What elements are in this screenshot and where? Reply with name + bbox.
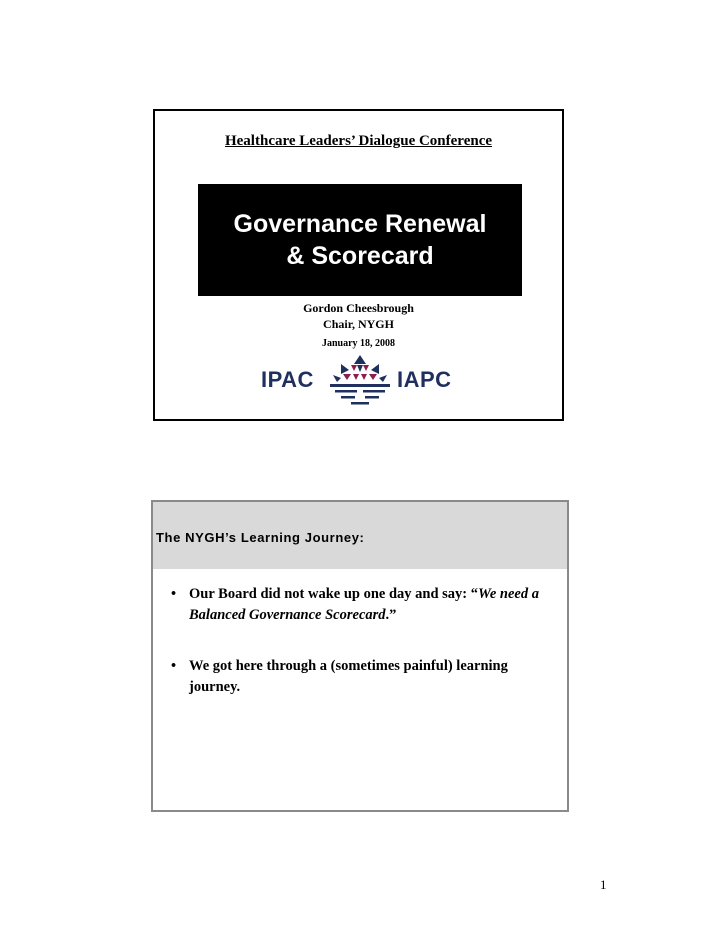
presenter-name: Gordon Cheesbrough — [303, 301, 414, 315]
bullet-icon: • — [171, 586, 177, 602]
conference-name: Healthcare Leaders’ Dialogue Conference — [224, 133, 493, 149]
learning-journey-slide — [151, 500, 569, 812]
bullet-text-suffix: .” — [385, 607, 397, 623]
logo-text-right: IAPC — [397, 367, 452, 392]
title-box — [198, 184, 522, 296]
bullet-text-italic: We need a Balanced Governance Scorecard — [189, 586, 539, 623]
bullet-text — [189, 584, 561, 626]
title-line-2: & Scorecard — [286, 242, 434, 270]
presenter-role: Chair, NYGH — [323, 317, 394, 331]
title-slide — [153, 109, 564, 421]
slide-title: The NYGH’s Learning Journey: — [156, 530, 365, 545]
ipac-logo — [259, 355, 459, 407]
slide-header-band — [153, 502, 567, 569]
page-number: 1 — [600, 877, 607, 892]
logo-text-left: IPAC — [261, 367, 314, 392]
bullet-text-prefix: Our Board did not wake up one day and say: “ — [189, 586, 479, 602]
bullet-text: We got here through a (sometimes painful) learning journey. — [189, 658, 508, 695]
title-line-1: Governance Renewal — [233, 210, 487, 238]
maple-leaf-water-logo-icon — [327, 355, 393, 407]
bullet-icon: • — [171, 658, 177, 674]
presentation-date: January 18, 2008 — [321, 338, 396, 349]
